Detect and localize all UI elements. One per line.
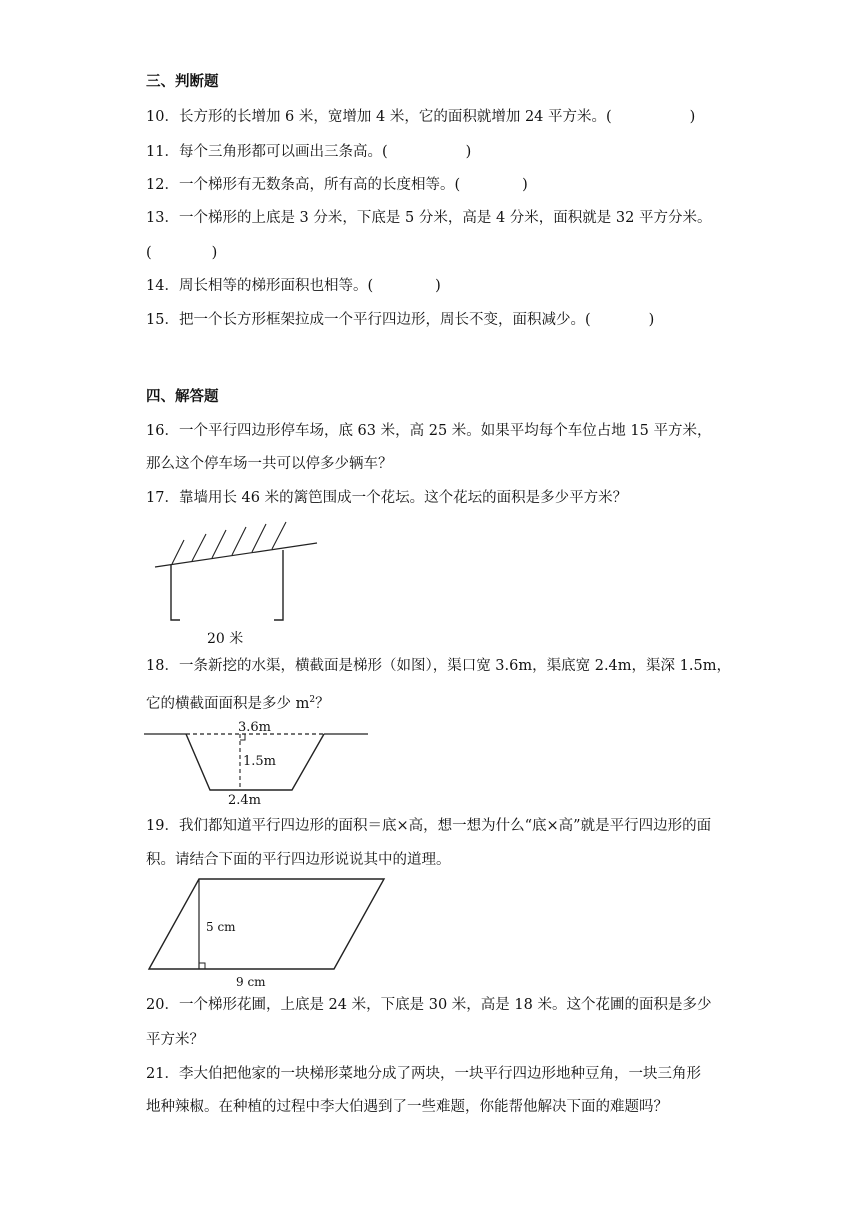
close-paren: )	[648, 312, 655, 328]
question-17: 17．靠墙用长 46 米的篱笆围成一个花坛。这个花坛的面积是多少平方米？	[146, 490, 628, 506]
question-20-line2: 平方米？	[146, 1032, 204, 1048]
canal-bottom-label: 2.4m	[228, 793, 262, 808]
close-paren: )	[465, 144, 472, 160]
question-mark: ？	[315, 695, 330, 712]
parallelogram-outline	[149, 879, 384, 969]
open-paren: (	[146, 245, 152, 261]
question-11	[146, 142, 471, 162]
question-18-line2	[146, 690, 330, 714]
close-paren: )	[211, 245, 218, 261]
section-title-judgment: 三、判断题	[146, 73, 219, 90]
question-16: 16．一个平行四边形停车场，底 63 米，高 25 米。如果平均每个车位占地 15 平方米，	[146, 423, 712, 439]
fence-width-label: 20 米	[207, 631, 244, 647]
question-16-line2: 那么这个停车场一共可以停多少辆车？	[146, 456, 393, 472]
canal-top-label: 3.6m	[238, 720, 272, 735]
question-11-text: 11．每个三角形都可以画出三条高。(	[146, 144, 388, 160]
section-title-answers: 四、解答题	[146, 388, 219, 405]
question-21: 21．李大伯把他家的一块梯形菜地分成了两块，一块平行四边形地种豆角，一块三角形	[146, 1066, 701, 1082]
question-18-text: 它的横截面面积是多少 m	[146, 695, 310, 712]
question-20: 20．一个梯形花圃，上底是 24 米，下底是 30 米，高是 18 米。这个花圃的面积是多少	[146, 997, 712, 1013]
question-19: 19．我们都知道平行四边形的面积＝底×高，想一想为什么“底×高”就是平行四边形的面	[146, 818, 712, 834]
right-angle-mark	[199, 963, 205, 969]
fence-figure	[150, 522, 330, 650]
question-19-line2: 积。请结合下面的平行四边形说说其中的道理。	[146, 852, 451, 868]
height-label: 5 cm	[206, 920, 236, 934]
question-14-text: 14．周长相等的梯形面积也相等。(	[146, 278, 374, 294]
question-12	[146, 175, 528, 195]
close-paren: )	[522, 177, 528, 193]
question-13-line2	[146, 243, 217, 263]
close-paren: )	[689, 109, 696, 125]
close-paren: )	[435, 278, 441, 294]
canal-figure	[144, 716, 370, 808]
fence-outline	[171, 565, 180, 620]
question-15-text: 15．把一个长方形框架拉成一个平行四边形，周长不变，面积减少。(	[146, 312, 591, 328]
canal-depth-label: 1.5m	[243, 754, 277, 769]
question-15	[146, 310, 654, 330]
parallelogram-figure	[144, 874, 390, 990]
question-10-text: 10．长方形的长增加 6 米，宽增加 4 米，它的面积就增加 24 平方米。(	[146, 109, 612, 125]
question-13: 13．一个梯形的上底是 3 分米，下底是 5 分米，高是 4 分米，面积就是 32 平方分米。	[146, 210, 712, 226]
question-18: 18．一条新挖的水渠，横截面是梯形（如图），渠口宽 3.6m，渠底宽 2.4m，渠深 1.5m，	[146, 658, 731, 674]
question-14	[146, 276, 441, 296]
fence-outline-right	[274, 550, 283, 620]
superscript: 2	[309, 695, 316, 705]
question-12-text: 12．一个梯形有无数条高，所有高的长度相等。(	[146, 177, 461, 193]
wall-hatching	[172, 522, 286, 564]
base-label: 9 cm	[236, 975, 266, 989]
question-21-line2: 地种辣椒。在种植的过程中李大伯遇到了一些难题，你能帮他解决下面的难题吗？	[146, 1099, 668, 1115]
question-10	[146, 107, 695, 127]
